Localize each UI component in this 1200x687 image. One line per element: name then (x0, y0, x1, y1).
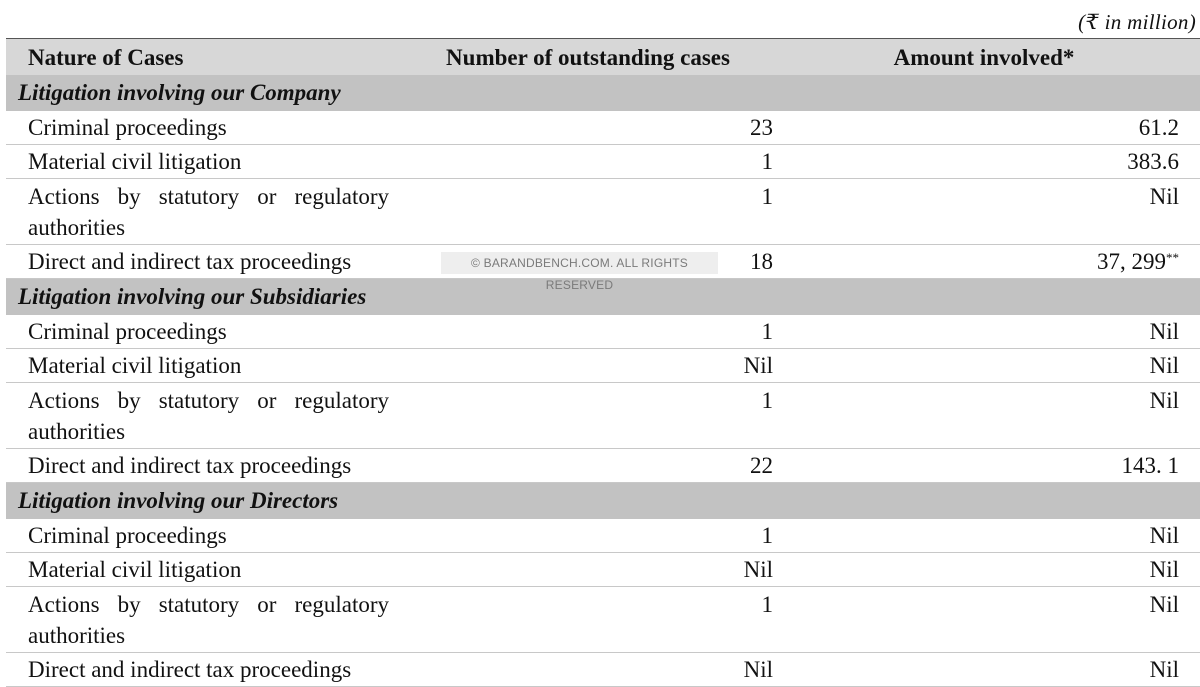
header-nature-of-cases: Nature of Cases (28, 44, 184, 70)
section-company: Litigation involving our Company (6, 75, 1200, 111)
case-count: 1 (761, 319, 773, 344)
case-name: Direct and indirect tax proceedings (28, 453, 352, 478)
case-count: 1 (761, 523, 773, 548)
case-count: 22 (750, 453, 773, 478)
case-name: Criminal proceedings (28, 319, 227, 344)
table-row (6, 145, 1200, 179)
case-name: Criminal proceedings (28, 523, 227, 548)
table-row (6, 653, 1200, 687)
case-name: Direct and indirect tax proceedings (28, 249, 352, 274)
case-name: Actions by statutory or regulatory authorities (28, 592, 389, 648)
case-amount: Nil (1149, 657, 1179, 682)
table-row (6, 587, 1200, 653)
case-count: Nil (743, 353, 773, 378)
case-amount: 143. 1 (1121, 453, 1179, 478)
case-count: 18 (750, 249, 773, 274)
case-amount: Nil (1149, 523, 1179, 548)
table-row (6, 519, 1200, 553)
table-row (6, 383, 1200, 449)
case-count: Nil (743, 557, 773, 582)
table-row (6, 553, 1200, 587)
case-amount: Nil (1149, 319, 1179, 344)
case-name: Criminal proceedings (28, 115, 227, 140)
case-count: 23 (750, 115, 773, 140)
litigation-table (6, 38, 1200, 687)
case-amount: Nil (1149, 184, 1179, 209)
case-amount: Nil (1149, 353, 1179, 378)
case-amount-cell (775, 246, 1193, 277)
section-directors: Litigation involving our Directors (6, 483, 1200, 519)
table-header (6, 39, 1200, 75)
case-name: Material civil litigation (28, 557, 242, 582)
table-row (6, 111, 1200, 145)
case-name: Material civil litigation (28, 149, 242, 174)
case-count: 1 (761, 149, 773, 174)
case-count: Nil (743, 657, 773, 682)
case-amount: 61.2 (1138, 115, 1179, 140)
unit-note: (₹ in million) (1078, 10, 1196, 34)
watermark: © BARANDBENCH.COM. ALL RIGHTS RESERVED (441, 252, 718, 274)
case-count: 1 (761, 184, 773, 209)
case-name: Actions by statutory or regulatory authorities (28, 184, 389, 240)
table-row (6, 179, 1200, 245)
table-row (6, 449, 1200, 483)
case-amount: Nil (1149, 557, 1179, 582)
case-count: 1 (761, 388, 773, 413)
header-number-of-cases: Number of outstanding cases (446, 44, 730, 70)
case-amount: 383.6 (1127, 149, 1179, 174)
case-name: Material civil litigation (28, 353, 242, 378)
case-amount: Nil (1149, 388, 1179, 413)
case-name: Actions by statutory or regulatory authorities (28, 388, 389, 444)
section-subsidiaries: Litigation involving our Subsidiaries (6, 279, 1200, 315)
amount-footnote-marker: ** (1166, 250, 1179, 265)
case-name: Direct and indirect tax proceedings (28, 657, 352, 682)
case-amount: 37, 299 (1097, 249, 1166, 274)
table-row (6, 315, 1200, 349)
case-amount: Nil (1149, 592, 1179, 617)
table-row (6, 349, 1200, 383)
header-amount-involved: Amount involved* (893, 44, 1075, 70)
case-count: 1 (761, 592, 773, 617)
